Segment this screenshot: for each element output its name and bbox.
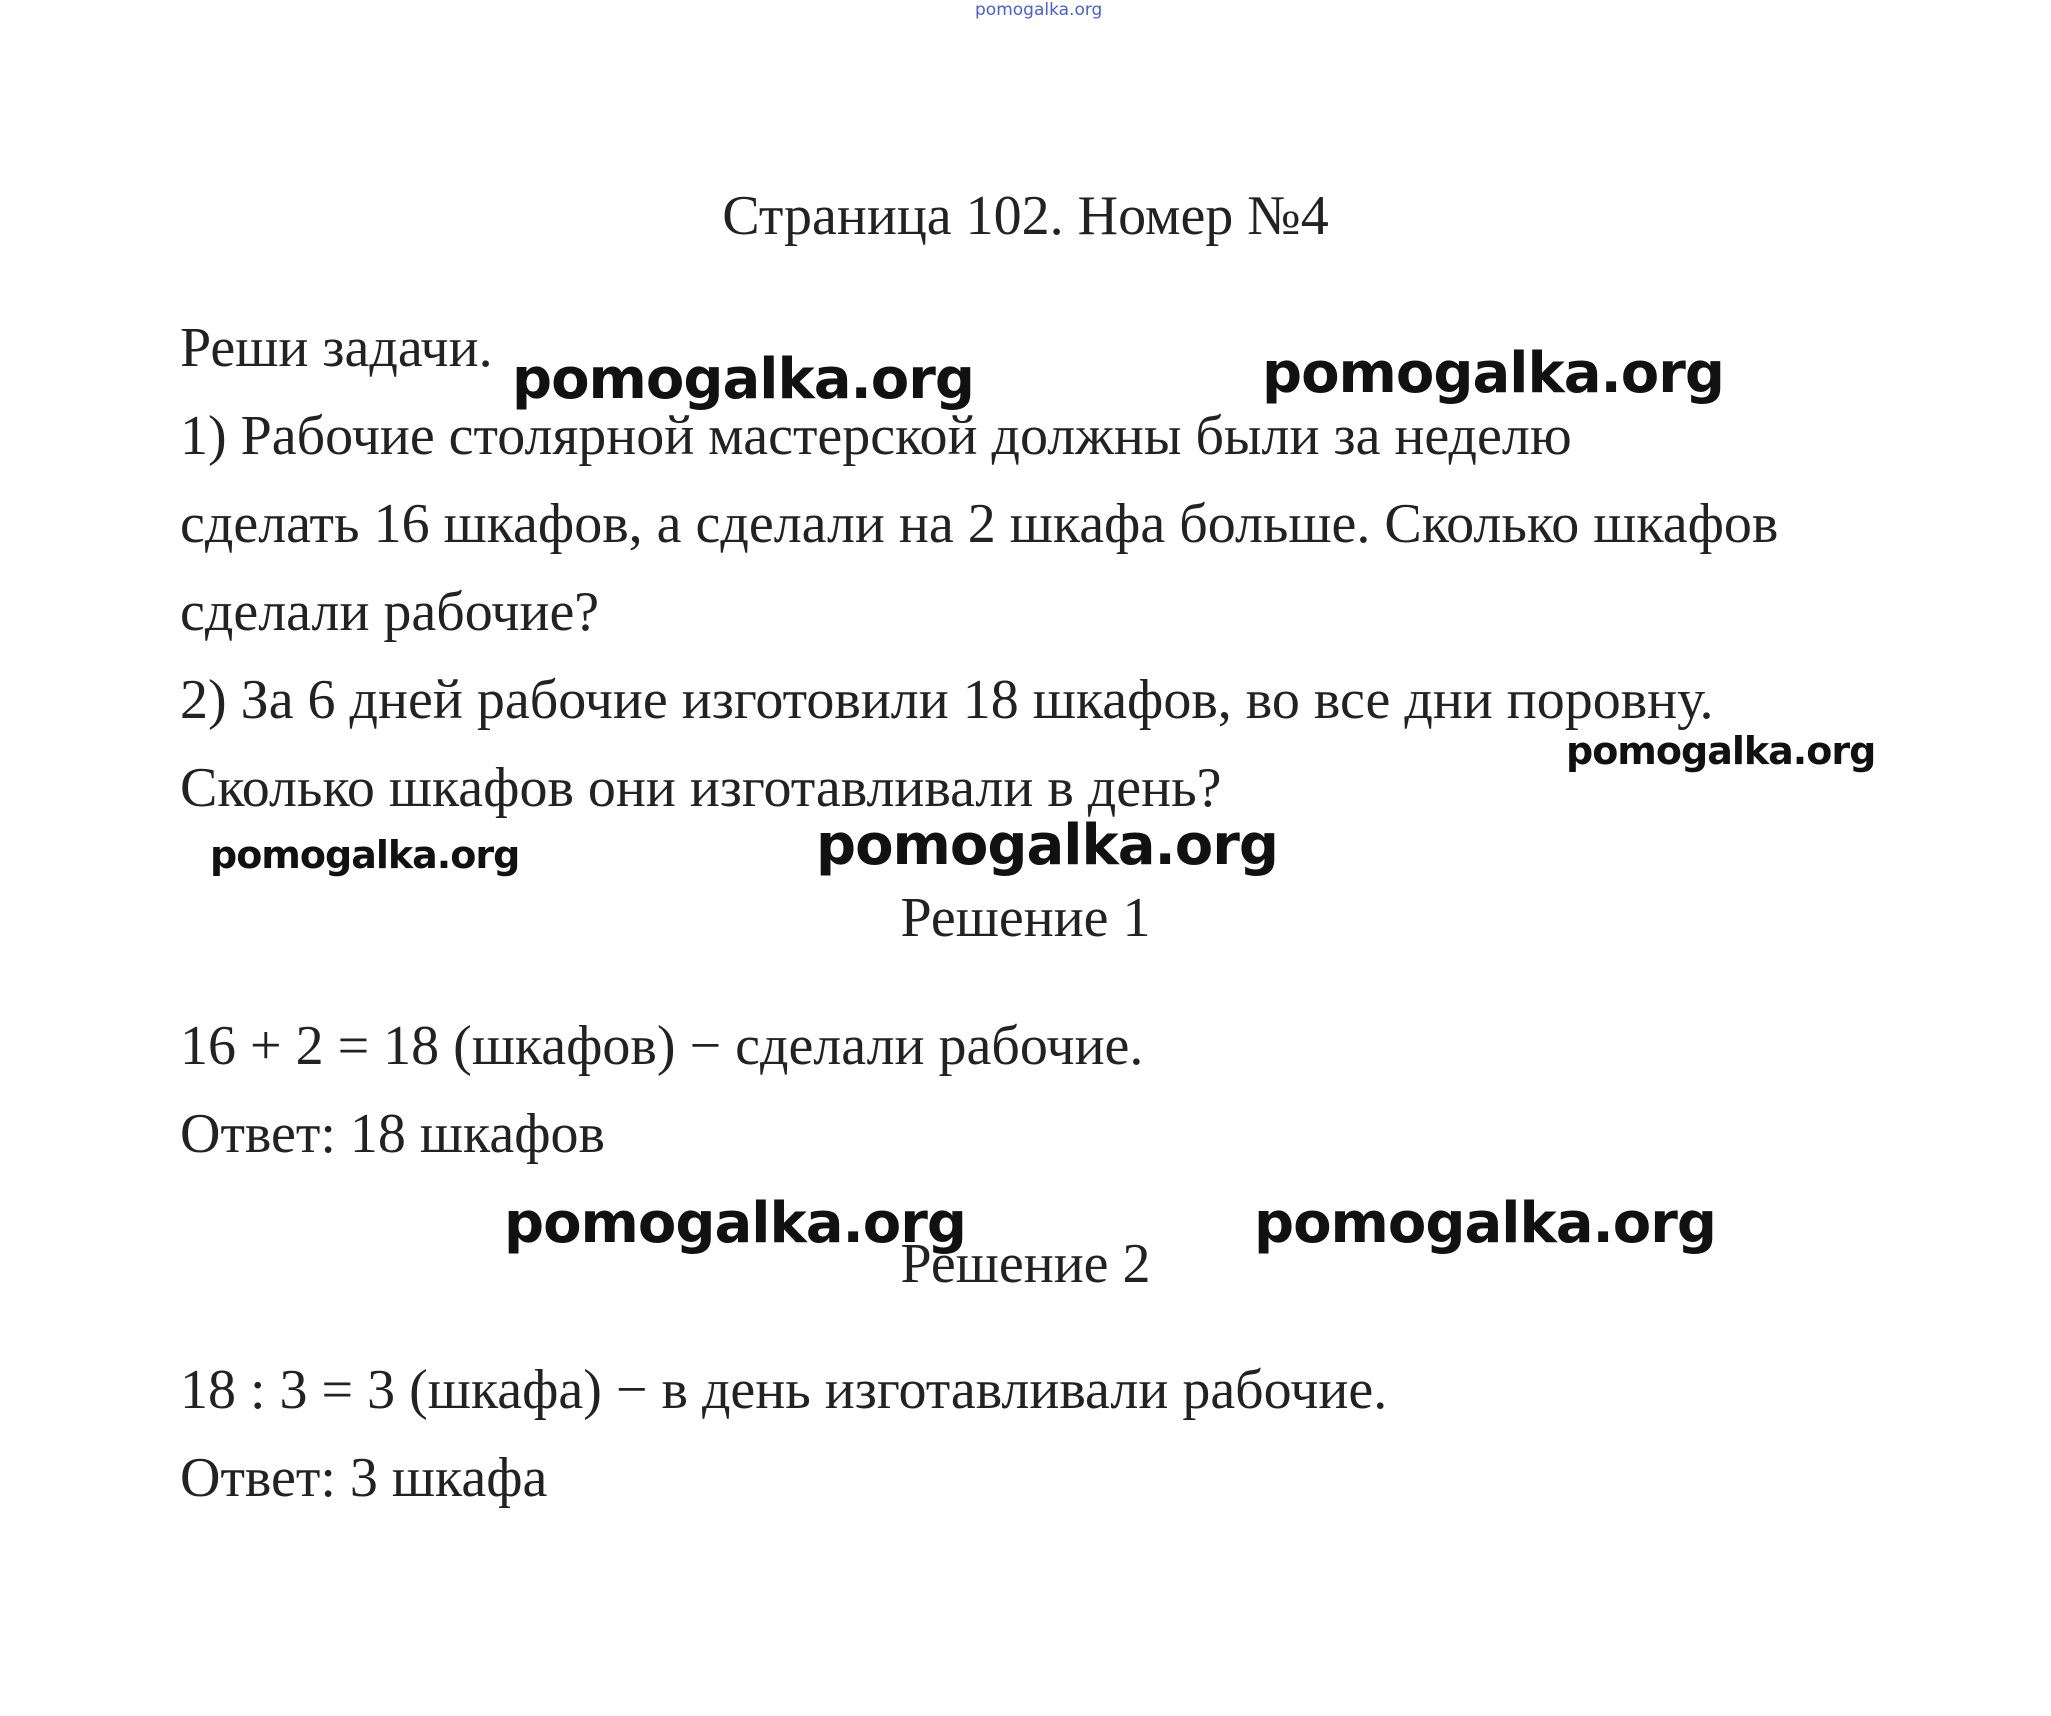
watermark: pomogalka.org: [816, 813, 1278, 878]
solution2-title: Решение 2: [900, 1233, 1151, 1295]
solution1-calc: 16 + 2 = 18 (шкафов) − сделали рабочие.: [180, 1015, 1144, 1077]
solution1-title: Решение 1: [900, 887, 1151, 949]
watermark: pomogalka.org: [210, 833, 520, 877]
task1-line2: сделать 16 шкафов, а сделали на 2 шкафа больше. Сколько шкафов: [180, 493, 1779, 555]
intro-text: Реши задачи.: [180, 317, 493, 379]
task1-line1: 1) Рабочие столярной мастерской должны были за неделю: [180, 405, 1572, 467]
solution2-calc: 18 : 3 = 3 (шкафа) − в день изготавливали рабочие.: [180, 1359, 1388, 1421]
top-watermark: pomogalka.org: [975, 0, 1103, 20]
watermark: pomogalka.org: [1566, 729, 1876, 773]
watermark: pomogalka.org: [512, 347, 974, 412]
watermark: pomogalka.org: [1262, 341, 1724, 406]
task1-line3: сделали рабочие?: [180, 581, 600, 643]
solution1-answer: Ответ: 18 шкафов: [180, 1103, 605, 1165]
solution2-answer: Ответ: 3 шкафа: [180, 1447, 548, 1509]
watermark: pomogalka.org: [1254, 1191, 1716, 1256]
task2-line2: Сколько шкафов они изготавливали в день?: [180, 757, 1222, 819]
page-heading: Страница 102. Номер №4: [722, 185, 1329, 247]
watermark: pomogalka.org: [504, 1191, 966, 1256]
task2-line1: 2) За 6 дней рабочие изготовили 18 шкафов, во все дни поровну.: [180, 669, 1714, 731]
